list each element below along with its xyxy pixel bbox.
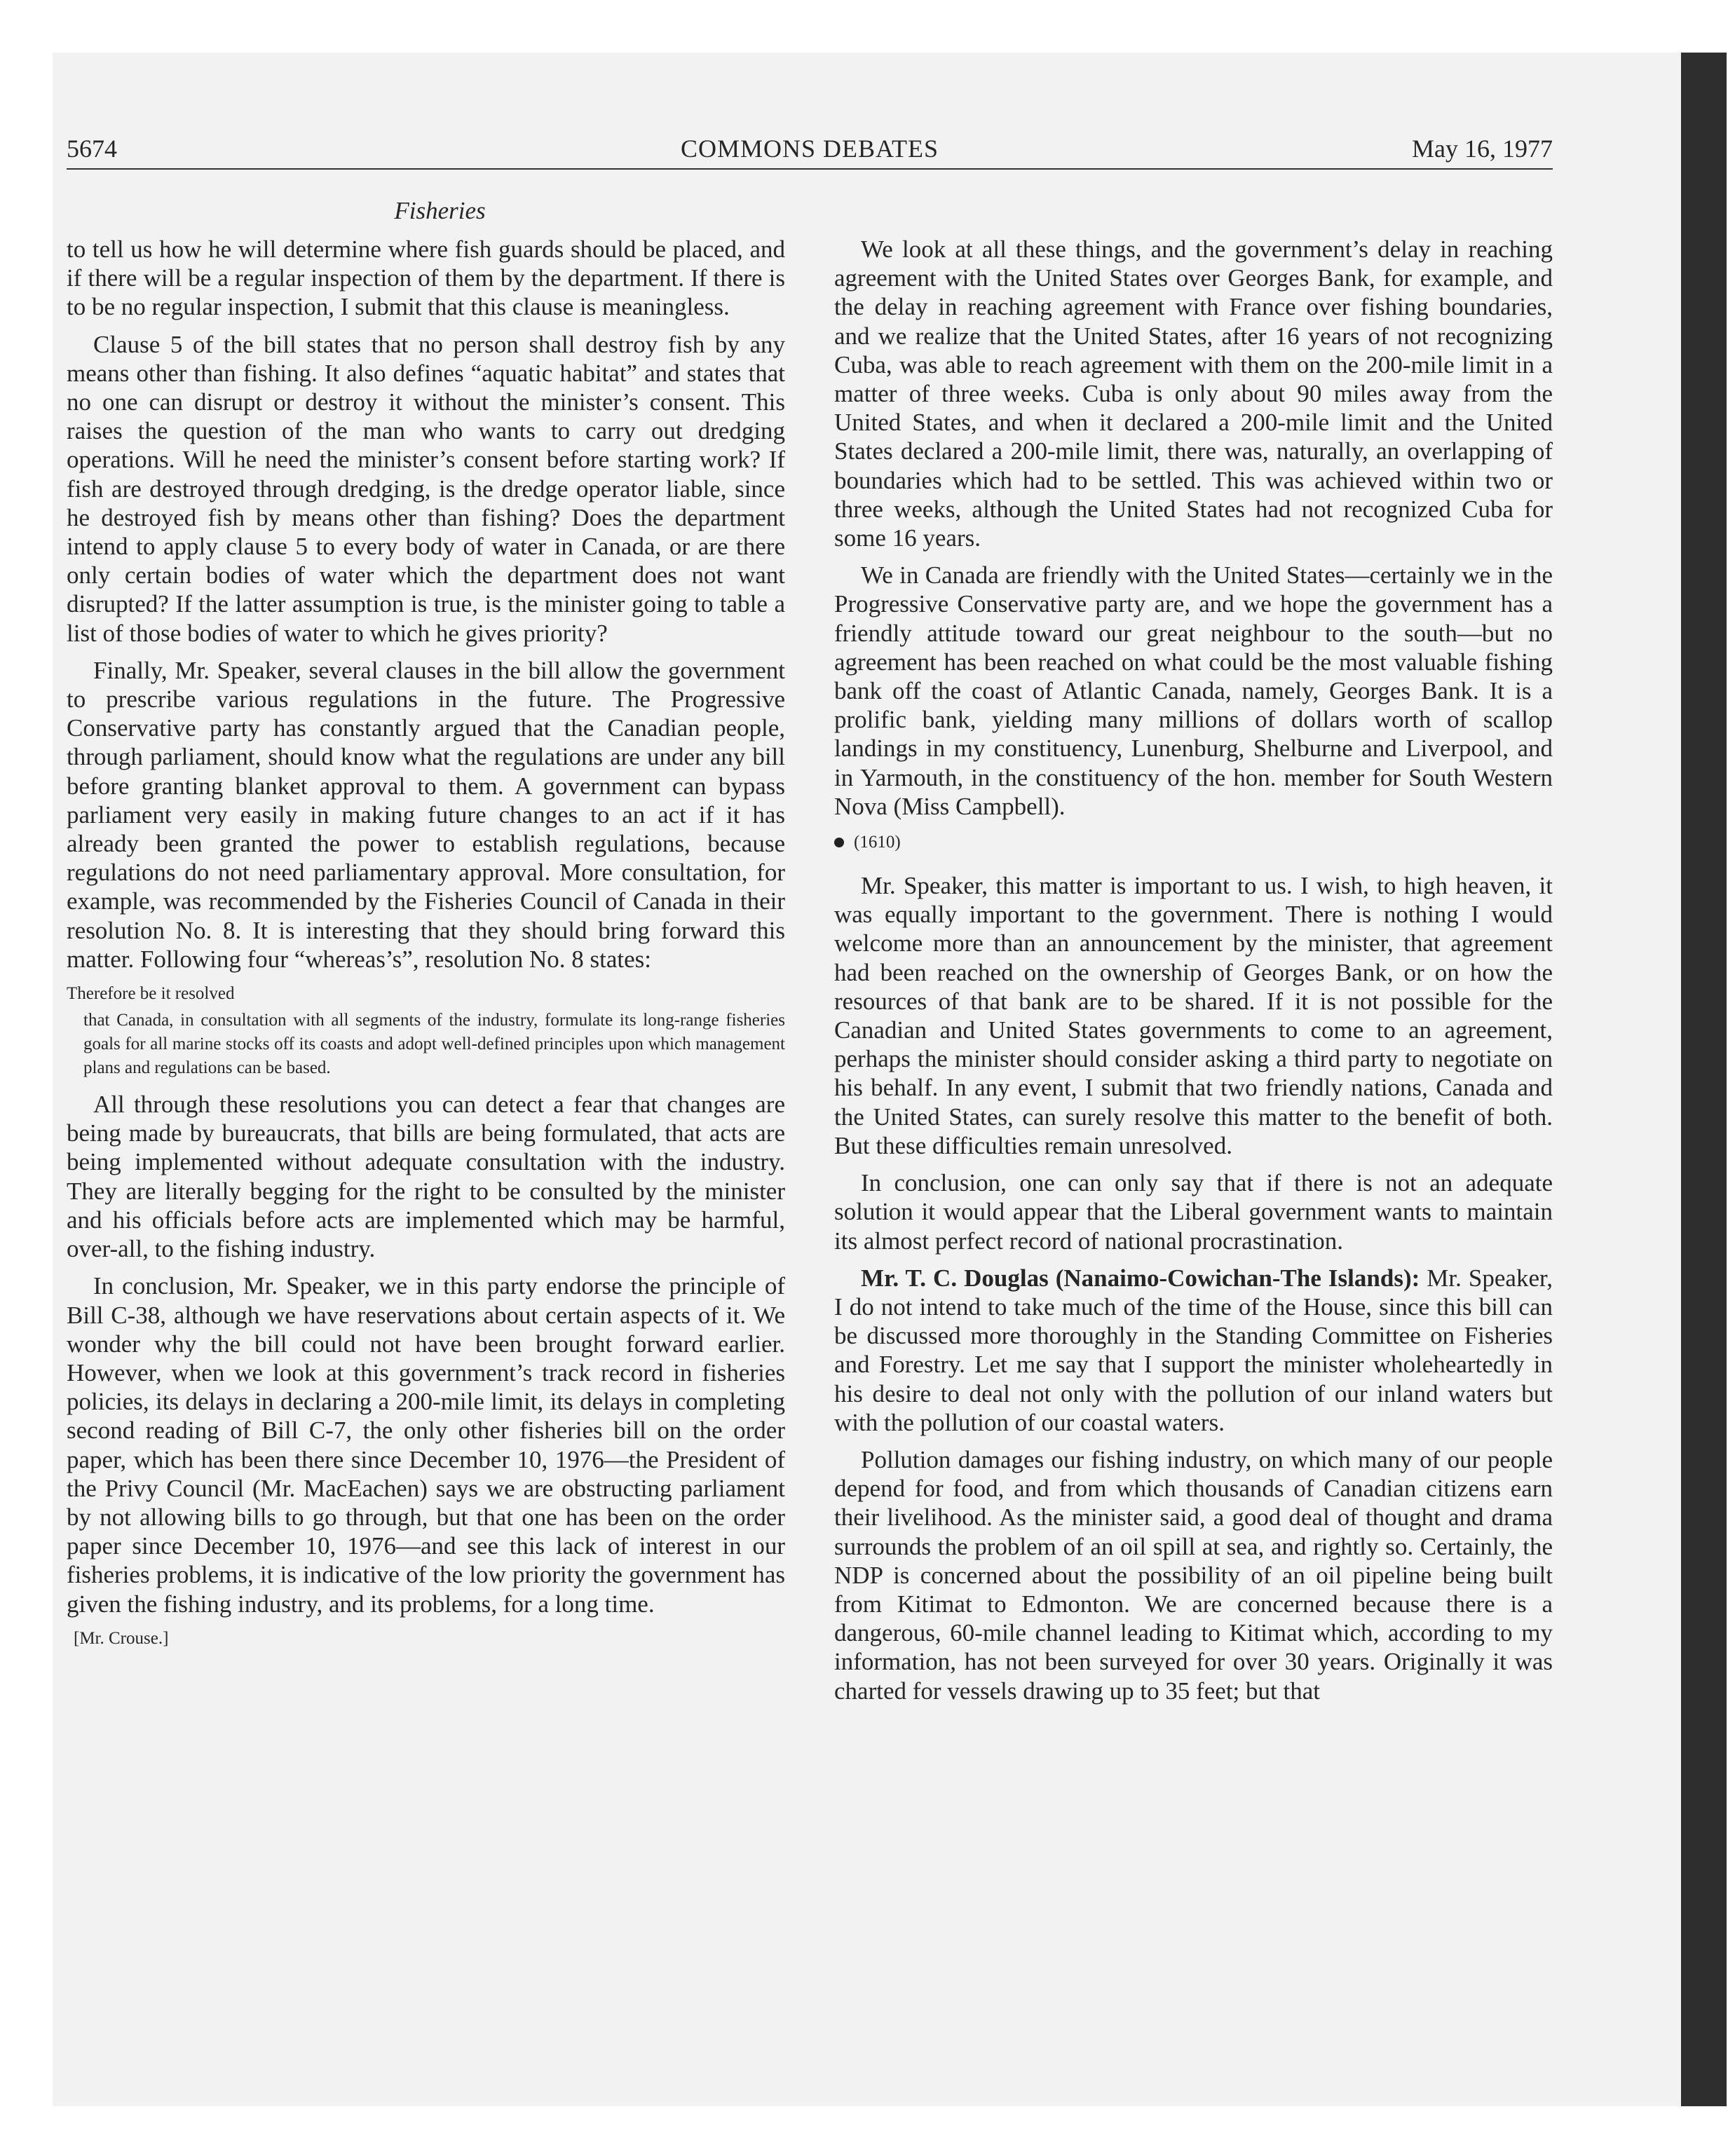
- paragraph: We in Canada are friendly with the United States—certainly we in the Progressive Conservative party are, and we hope the government has a friendly attitude toward our great neighbour to the south—but no agreement has been reached on what could be the most valuable fishing bank off the coast of Atlantic Canada, namely, Georges Bank. It is a prolific bank, yielding many millions of dollars worth of scallop landings in my constituency, Lunenburg, Shelburne and Liverpool, and in Yarmouth, in the constituency of the hon. member for South Western Nova (Miss Campbell).: [834, 561, 1553, 820]
- paragraph: In conclusion, one can only say that if there is not an adequate solution it would appear that the Liberal government wants to maintain its almost perfect record of national procrastination.: [834, 1169, 1553, 1255]
- time-marker: [834, 829, 1553, 856]
- speaker-attribution: [Mr. Crouse.]: [74, 1628, 169, 1648]
- paragraph: Pollution damages our fishing industry, on which many of our people depend for food, and from which thousands of Canadian citizens earn their livelihood. As the minister said, a good deal of thought and drama surrounds the problem of an oil spill at sea, and rightly so. Certainly, the NDP is concerned about the possibility of an oil pipeline being built from Kitimat to Edmonton. We are concerned because there is a dangerous, 60-mile channel leading to Kitimat which, according to my information, has not been surveyed for over 30 years. Originally it was charted for vessels drawing up to 35 feet; but that: [834, 1445, 1553, 1705]
- page-content: [67, 133, 1553, 1991]
- running-head: [67, 133, 1553, 165]
- publication-title: COMMONS DEBATES: [680, 135, 939, 163]
- quote-intro: Therefore be it resolved: [67, 984, 235, 1004]
- header-rule: [67, 168, 1553, 170]
- paragraph: Finally, Mr. Speaker, several clauses in the bill allow the government to prescribe various regulations in the future. The Progressive Conservative party has constantly argued that the Canadian people, through parliament, should know what the regulations are under any bill before granting blanket approval to them. A government can bypass parliament very easily in making future changes to an act if it has already been granted the power to establish regulations, because regulations do not need parliamentary approval. More consultation, for example, was recommended by the Fisheries Council of Canada in their resolution No. 8. It is interesting that they should bring forward this matter. Following four “whereas’s”, resolution No. 8 states:: [67, 656, 785, 973]
- speech-paragraph: [834, 1264, 1553, 1437]
- paragraph: In conclusion, Mr. Speaker, we in this party endorse the principle of Bill C-38, although we have reservations about certain aspects of it. We wonder why the bill could not have been brought forward earlier. However, when we look at this government’s track record in fisheries policies, its delays in declaring a 200-mile limit, its delays in completing second reading of Bill C-7, the only other fisheries bill on the order paper, which has been there since December 10, 1976—the President of the Privy Council (Mr. MacEachen) says we are obstructing parliament by not allowing bills to go through, but that one has been on the order paper since December 10, 1976—and see this lack of interest in our fisheries problems, it is indicative of the low priority the government has given the fishing industry, and its problems, for a long time.: [67, 1272, 785, 1618]
- paragraph: Clause 5 of the bill states that no person shall destroy fish by any means other than fishing. It also defines “aquatic habitat” and states that no one can disrupt or destroy it without the minister’s consent. This raises the question of the man who wants to carry out dredging operations. Will he need the minister’s consent before starting work? If fish are destroyed through dredging, is the dredge operator liable, since he destroyed fish by means other than fishing? Does the department intend to apply clause 5 to every body of water in Canada, or are there only certain bodies of water which the department does not want disrupted? If the latter assumption is true, is the minister going to table a list of those bodies of water to which he gives priority?: [67, 330, 785, 647]
- speaker-name: Mr. T. C. Douglas (Nanaimo-Cowichan-The Islands):: [861, 1264, 1420, 1292]
- speech-text: Mr. Speaker, I do not intend to take much of the time of the House, since this bill can be discussed more thoroughly in the Standing Committee on Fisheries and Forestry. Let me say that I support the minister wholeheartedly in his desire to deal not only with the pollution of our inland waters but with the pollution of our coastal waters.: [834, 1264, 1553, 1436]
- bullet-icon: [834, 838, 844, 847]
- binding-edge: [1681, 53, 1727, 2106]
- issue-date: May 16, 1977: [1412, 135, 1553, 163]
- paragraph: We look at all these things, and the government’s delay in reaching agreement with the United States over Georges Bank, for example, and the delay in reaching agreement with France over fishing boundaries, and we realize that the United States, after 16 years of not recognizing Cuba, was able to reach agreement with them on the 200-mile limit in a matter of three weeks. Cuba is only about 90 miles away from the United States, and when it declared a 200-mile limit and the United States declared a 200-mile limit, there was, naturally, an overlapping of boundaries which had to be settled. This was achieved within two or three weeks, although the United States had not recognized Cuba for some 16 years.: [834, 236, 1553, 552]
- paragraph: All through these resolutions you can detect a fear that changes are being made by bureaucrats, that bills are being formulated, that acts are being implemented without adequate consultation with the industry. They are literally begging for the right to be consulted by the minister and his officials before acts are implemented which may be harmful, over-all, to the fishing industry.: [67, 1091, 785, 1263]
- block-quote: that Canada, in consultation with all segments of the industry, formulate its long-range fisheries goals for all marine stocks off its coasts and adopt well-defined principles upon which management plans and regulations can be based.: [83, 1011, 785, 1078]
- time-stamp: (1610): [854, 833, 901, 852]
- page-number: 5674: [67, 135, 117, 163]
- section-title: Fisheries: [394, 197, 486, 224]
- left-column: [67, 235, 785, 1651]
- right-column: [834, 235, 1553, 1714]
- paragraph: Mr. Speaker, this matter is important to us. I wish, to high heaven, it was equally important to the government. There is nothing I would welcome more than an announcement by the minister, that agreement had been reached on the ownership of Georges Bank, or on how the resources of that bank are to be shared. If it is not possible for the Canadian and United States governments to come to an agreement, perhaps the minister should consider asking a third party to negotiate on his behalf. In any event, I submit that two friendly nations, Canada and the United States, can surely resolve this matter to the benefit of both. But these difficulties remain unresolved.: [834, 872, 1553, 1159]
- paragraph: to tell us how he will determine where fish guards should be placed, and if there will be a regular inspection of them by the department. If there is to be no regular inspection, I submit that this clause is meaningless.: [67, 236, 785, 321]
